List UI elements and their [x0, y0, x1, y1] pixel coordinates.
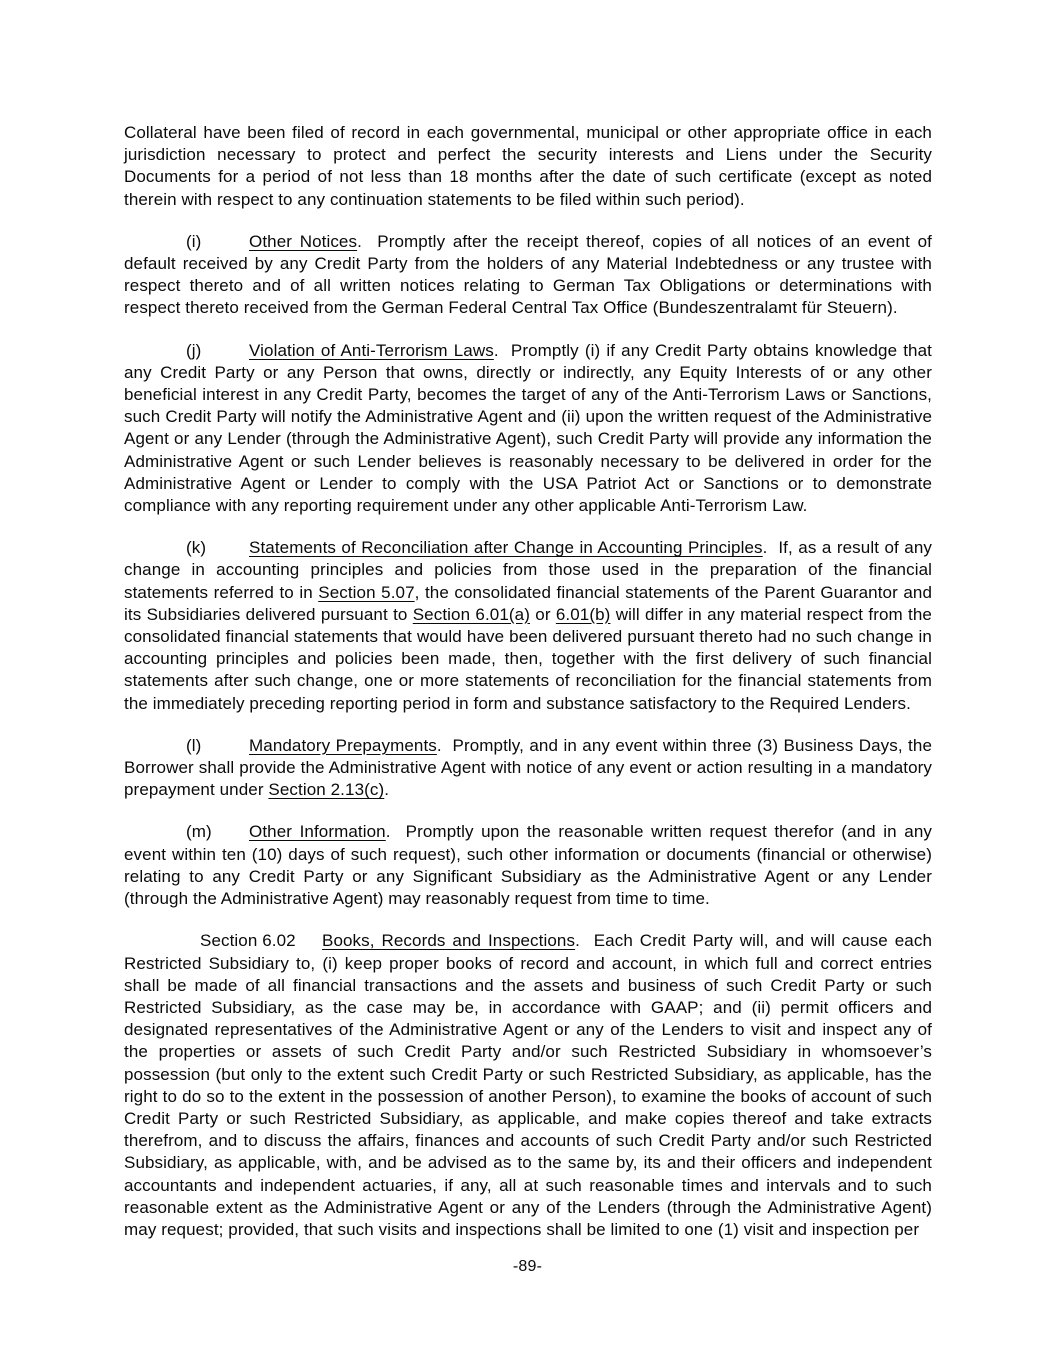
underlined-text: Mandatory Prepayments [249, 735, 437, 755]
paragraph-section-6-02-books-records-inspections [124, 930, 932, 1241]
body-text: . If, as a result of any change in accounting principles and policies from those used in the preparation of the financial statements referred to in [124, 538, 932, 602]
paragraph-label: (j) [186, 340, 202, 360]
underlined-text: Other Notices [249, 231, 358, 251]
underlined-text: Other Information [249, 822, 386, 842]
paragraph-j-violation-anti-terrorism-laws [124, 340, 932, 518]
underlined-text: Section 5.07 [318, 582, 415, 602]
underlined-text: Statements of Reconciliation after Change in Accounting Principles [249, 538, 763, 558]
body-text: . Promptly upon the reasonable written request therefor (and in any event within ten (10) days of such request), such other information or documents (financial or otherwise) relating to any Credit Party or any Significant Subsidiary as the Administrative Agent or any Lender (through the Administrative Agent) may reasonably request from time to time. [124, 822, 932, 909]
paragraph-label: Section 6.02 [200, 931, 296, 951]
underlined-text: 6.01(b) [555, 604, 611, 624]
paragraph-label: (i) [186, 231, 202, 251]
paragraph-l-mandatory-prepayments [124, 735, 932, 802]
body-text: Collateral have been filed of record in each governmental, municipal or other appropriate office in each jurisdiction necessary to protect and perfect the security interests and Liens under the Security Documents for a period of not less than 18 months after the date of such certificate (except as noted therein with respect to any continuation statements to be filed within such period). [124, 123, 932, 209]
underlined-text: Section 6.01(a) [412, 604, 530, 624]
paragraph-label: (l) [186, 735, 202, 755]
underlined-text: Violation of Anti-Terrorism Laws [249, 340, 494, 360]
document-body [124, 122, 932, 1241]
paragraph-label: (m) [186, 822, 212, 842]
paragraph-k-statements-of-reconciliation [124, 537, 932, 715]
body-text: will differ in any material respect from the consolidated financial statements that would have been delivered pursuant thereto had no such change in accounting principles and policies been made, then, together with the first delivery of such financial statements after such change, one or more statements of reconciliation for the financial statements from the immediately preceding reporting period in form and substance satisfactory to the Required Lenders. [124, 604, 932, 713]
body-text: . Promptly after the receipt thereof, copies of all notices of an event of default received by any Credit Party from the holders of any Material Indebtedness or any trustee with respect thereto and of all written notices relating to German Tax Obligations or determinations with respect thereto received from the German Federal Central Tax Office (Bundeszentralamt für Steuern). [124, 231, 932, 318]
underlined-text: Books, Records and Inspections [322, 931, 576, 951]
paragraph-i-other-notices [124, 231, 932, 320]
paragraph-label: (k) [186, 538, 207, 558]
body-text: . Promptly, and in any event within three (3) Business Days, the Borrower shall provide the Administrative Agent with notice of any event or action resulting in a mandatory prepayment under [124, 735, 932, 800]
body-text: or [529, 604, 556, 624]
page-number: -89- [512, 1258, 543, 1275]
body-text: . Promptly (i) if any Credit Party obtains knowledge that any Credit Party or any Person that owns, directly or indirectly, any Equity Interests of or any other beneficial interest in any Credit Party, becomes the target of any of the Anti-Terrorism Laws or Sanctions, such Credit Party will notify the Administrative Agent and (ii) upon the written request of the Administrative Agent or any Lender (through the Administrative Agent), such Credit Party will provide any information the Administrative Agent or such Lender believes is reasonably necessary to be delivered in order for the Administrative Agent or Lender to comply with the USA Patriot Act or Sanctions or to demonstrate compliance with any reporting requirement under any other applicable Anti-Terrorism Law. [124, 340, 932, 516]
body-text: , the consolidated financial statements of the Parent Guarantor and its Subsidiaries delivered pursuant to [124, 582, 932, 624]
body-text: . [384, 780, 390, 800]
underlined-text: Section 2.13(c) [268, 780, 385, 800]
body-text: . Each Credit Party will, and will cause each Restricted Subsidiary to, (i) keep proper books of record and account, in which full and correct entries shall be made of all financial transactions and the assets and business of such Credit Party or such Restricted Subsidiary, as the case may be, in accordance with GAAP; and (ii) permit officers and designated representatives of the Administrative Agent or any of the Lenders to visit and inspect any of the properties or assets of such Credit Party and/or such Restricted Subsidiary in whomsoever’s possession (but only to the extent such Credit Party or such Restricted Subsidiary, as applicable, has the right to do so to the extent in the possession of another Person), to examine the books of account of such Credit Party or such Restricted Subsidiary, as applicable, and make copies thereof and take extracts therefrom, and to discuss the affairs, finances and accounts of such Credit Party and/or such Restricted Subsidiary, as applicable, with, and be advised as to the same by, its and their officers and independent accountants and independent actuaries, if any, all at such reasonable times and intervals and to such reasonable extent as the Administrative Agent or any of the Lenders (through the Administrative Agent) may request; provided, that such visits and inspections shall be limited to one (1) visit and inspection per [124, 931, 932, 1239]
paragraph-m-other-information [124, 821, 932, 910]
paragraph-collateral-continuation [124, 122, 932, 211]
